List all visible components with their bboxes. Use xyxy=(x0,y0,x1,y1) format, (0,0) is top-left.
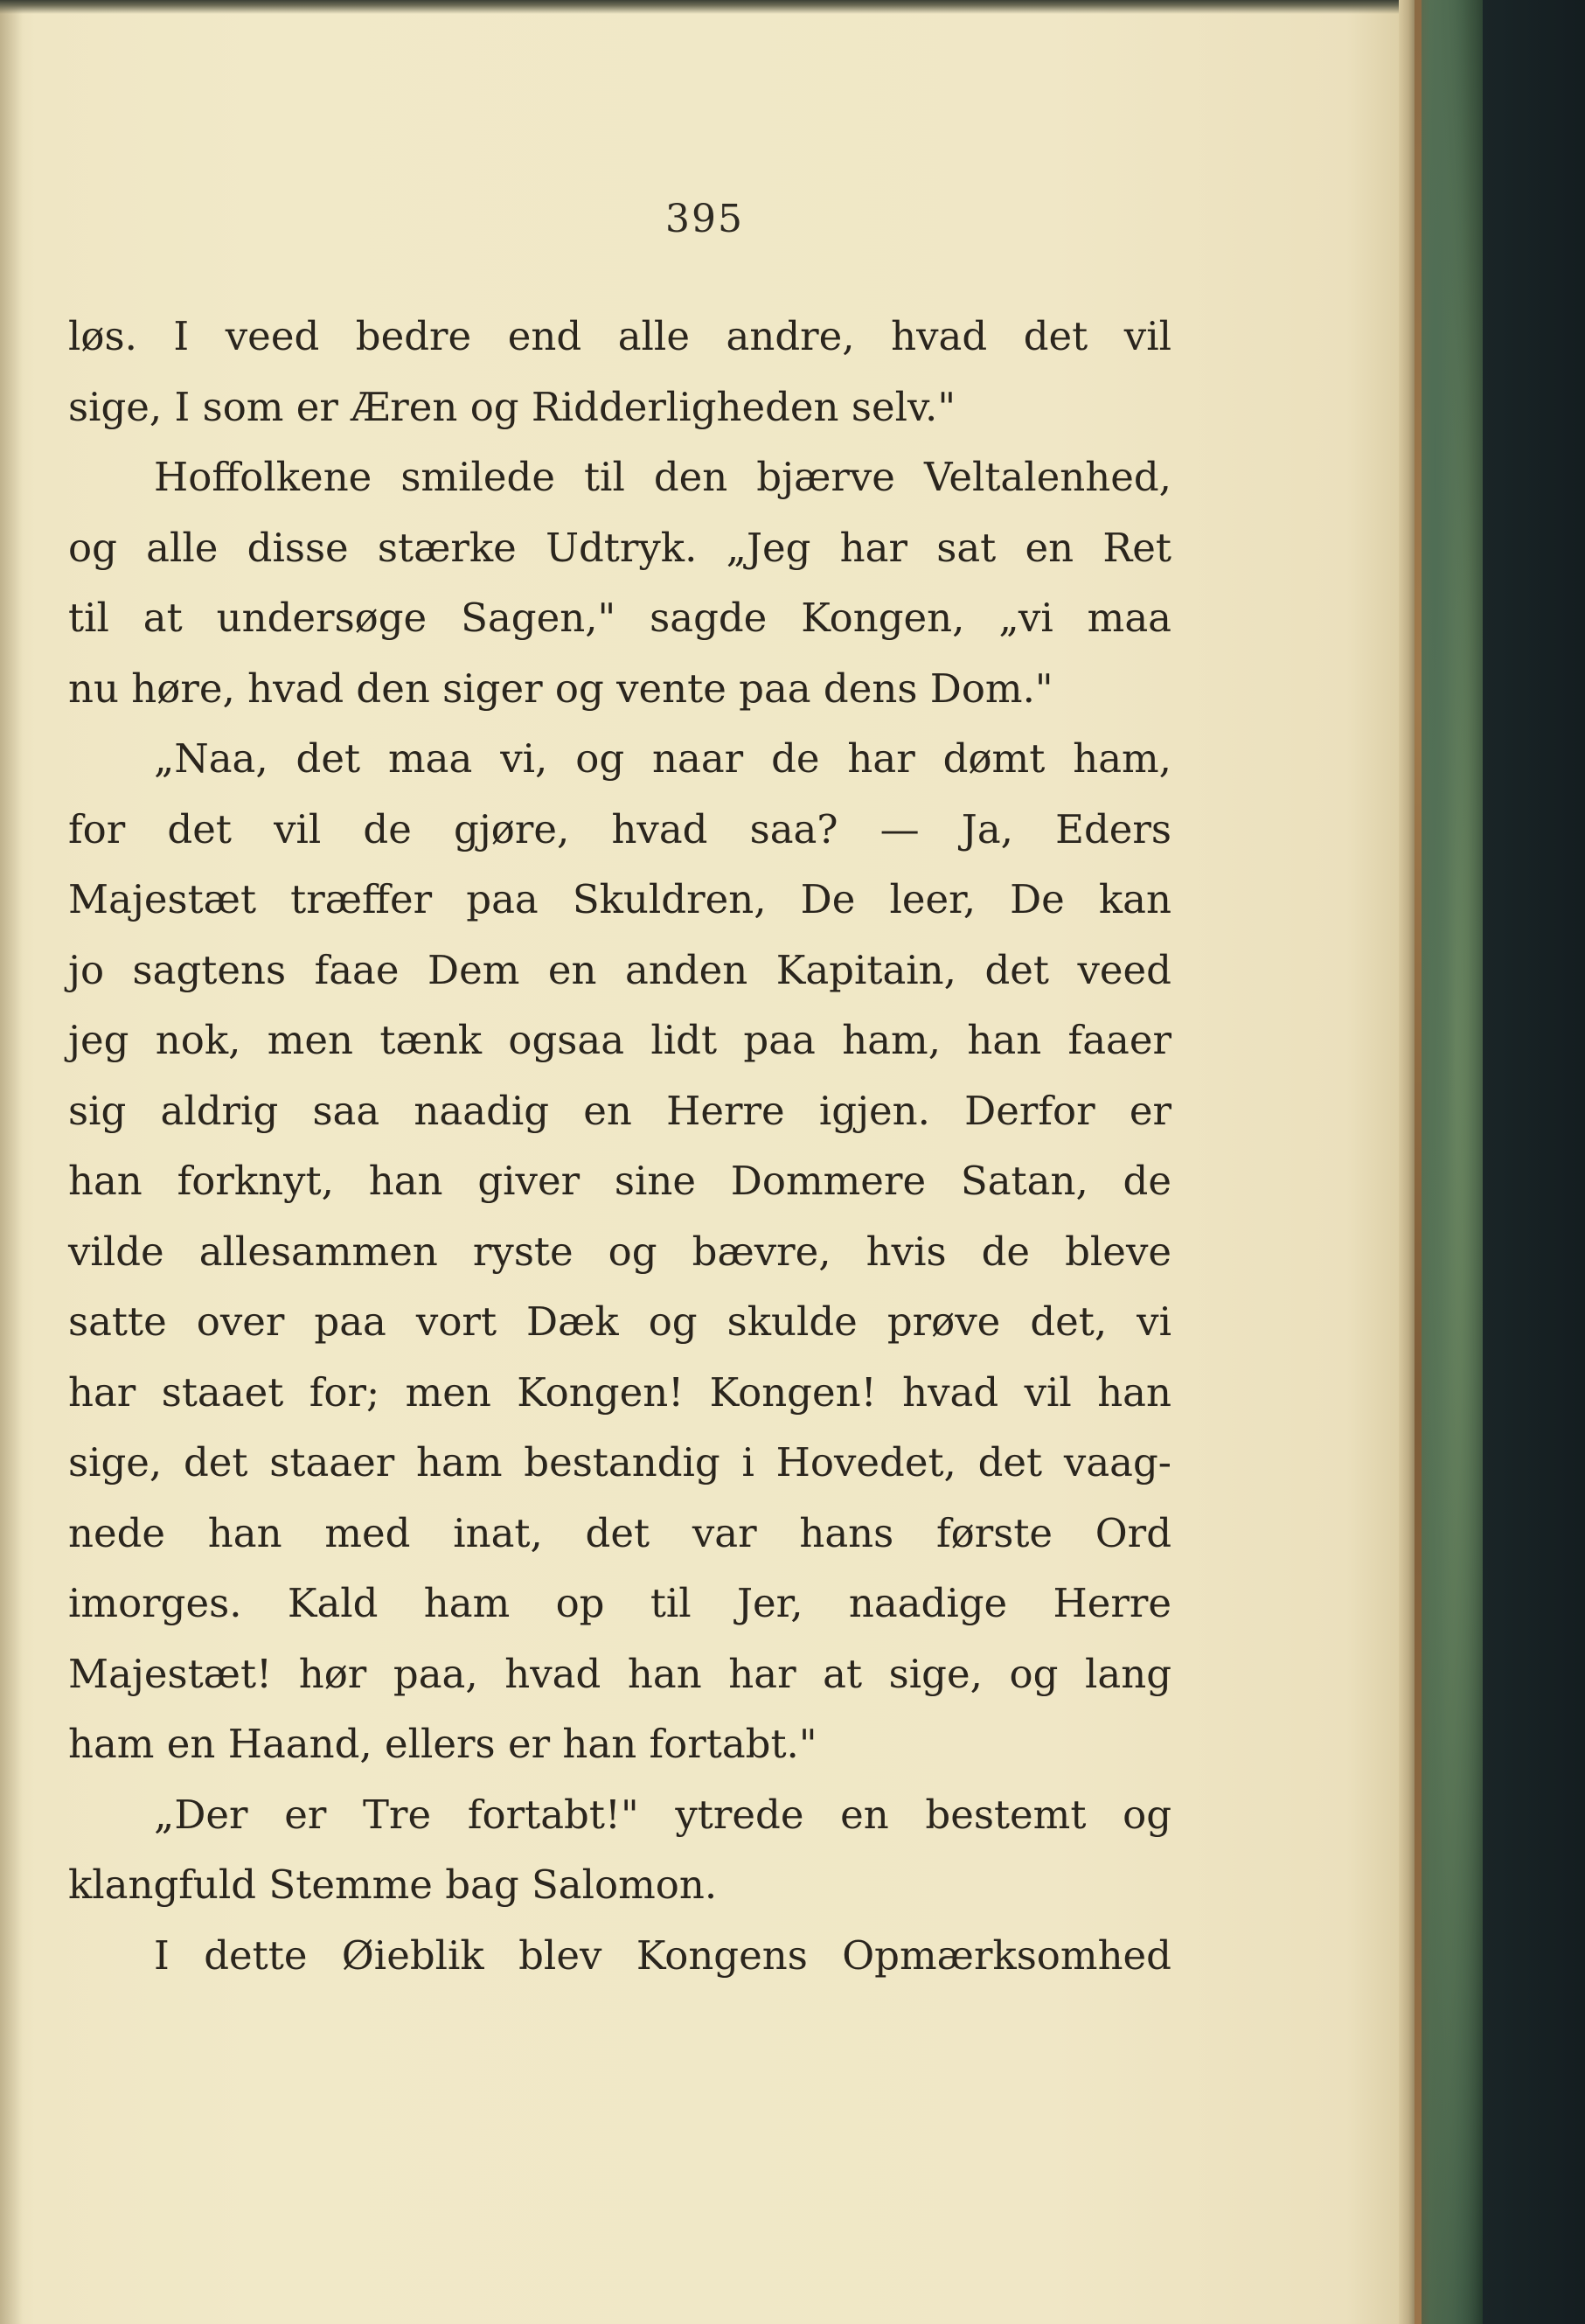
dark-backdrop xyxy=(1483,0,1585,2324)
text-line: har staaet for; men Kongen! Kongen! hvad vil han xyxy=(68,1368,1171,1416)
text-line: „Naa, det maa vi, og naar de har dømt ham, xyxy=(154,735,1171,782)
text-line: ham en Haand, ellers er han fortabt." xyxy=(68,1721,817,1767)
page-fore-edge xyxy=(1399,0,1415,2324)
text-line: jeg nok, men tænk ogsaa lidt paa ham, han faaer xyxy=(68,1017,1171,1063)
text-line: for det vil de gjøre, hvad saa? — Ja, Eders xyxy=(68,805,1171,852)
page-number: 395 xyxy=(665,197,744,241)
text-line: Hoffolkene smilede til den bjærve Veltalenhed, xyxy=(154,454,1171,500)
cover-leather-edge xyxy=(1415,0,1422,2324)
text-line: imorges. Kald ham op til Jer, naadige Herre xyxy=(68,1580,1171,1626)
text-line: sige, I som er Æren og Ridderligheden selv." xyxy=(68,383,956,430)
text-line: og alle disse stærke Udtryk. „Jeg har sat en Ret xyxy=(68,524,1171,571)
text-line: sige, det staaer ham bestandig i Hovedet, det vaag- xyxy=(68,1439,1171,1486)
text-line: I dette Øieblik blev Kongens Opmærksomhed xyxy=(154,1931,1171,1979)
text-line: nede han med inat, det var hans første Ord xyxy=(68,1509,1171,1556)
text-line: sig aldrig saa naadig en Herre igjen. Derfor er xyxy=(68,1087,1171,1134)
gutter-shadow xyxy=(0,0,23,2324)
text-line: „Der er Tre fortabt!" ytrede en bestemt og xyxy=(154,1791,1171,1838)
text-line: Majestæt! hør paa, hvad han har at sige, og lang xyxy=(68,1650,1171,1697)
text-line: Majestæt træffer paa Skuldren, De leer, De kan xyxy=(68,876,1171,922)
page-body-text xyxy=(68,302,1171,1991)
text-line: klangfuld Stemme bag Salomon. xyxy=(68,1861,718,1908)
page-top-edge xyxy=(0,0,1409,14)
text-line: satte over paa vort Dæk og skulde prøve det, vi xyxy=(68,1298,1171,1345)
text-line: til at undersøge Sagen," sagde Kongen, „vi maa xyxy=(68,595,1171,641)
text-line: løs. I veed bedre end alle andre, hvad det vil xyxy=(68,313,1171,359)
text-line: han forknyt, han giver sine Dommere Satan, de xyxy=(68,1158,1171,1204)
text-line: jo sagtens faae Dem en anden Kapitain, det veed xyxy=(68,946,1171,993)
text-line: nu høre, hvad den siger og vente paa dens Dom." xyxy=(68,664,1053,712)
marbled-cover xyxy=(1415,0,1483,2324)
text-line: vilde allesammen ryste og bævre, hvis de bleve xyxy=(68,1228,1171,1275)
